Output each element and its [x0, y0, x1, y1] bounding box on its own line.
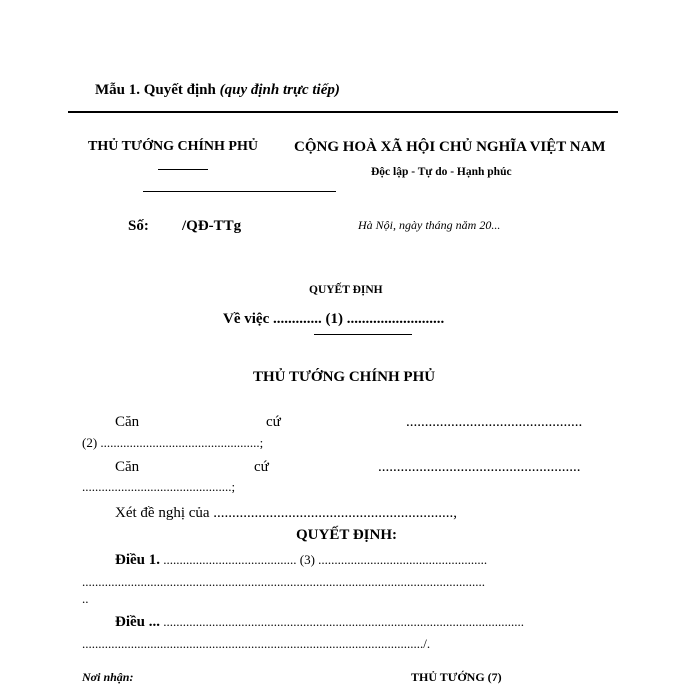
decision-title: QUYẾT ĐỊNH	[309, 284, 383, 296]
document-number-code: /QĐ-TTg	[182, 218, 242, 234]
top-divider	[68, 111, 618, 113]
form-label-type: (quy định trực tiếp)	[219, 82, 340, 98]
signer-title: THỦ TƯỚNG (7)	[411, 670, 502, 684]
basis-1-dots: ...............................................	[406, 414, 583, 430]
article-1-continuation: ............................................................................................................................	[82, 574, 485, 589]
place-and-date: Hà Nội, ngày tháng năm 20...	[358, 218, 501, 232]
decision-subject: Về việc ............. (1) ..........................	[223, 311, 445, 327]
article-n-label: Điều ...	[115, 614, 160, 630]
article-1-continuation-2: ..	[82, 591, 89, 606]
agency-underline	[158, 169, 208, 170]
basis-1-word-can: Căn	[115, 414, 140, 430]
document-number-label: Số:	[128, 218, 149, 234]
country-name: CỘNG HOÀ XÃ HỘI CHỦ NGHĨA VIỆT NAM	[294, 139, 606, 155]
basis-2-continuation: ..............................................;	[82, 479, 236, 494]
article-1-label: Điều 1.	[115, 552, 160, 568]
issuing-authority: THỦ TƯỚNG CHÍNH PHỦ	[253, 369, 436, 385]
proposal-line: Xét đề nghị của ................................................................,	[115, 505, 458, 521]
subject-underline	[314, 334, 412, 335]
article-1	[115, 552, 487, 569]
basis-2-dots: ......................................................	[378, 459, 581, 475]
national-motto: Độc lập - Tự do - Hạnh phúc	[371, 166, 512, 178]
agency-name: THỦ TƯỚNG CHÍNH PHỦ	[88, 139, 258, 154]
article-n	[115, 614, 524, 631]
form-label-name: Mẫu 1. Quyết định	[95, 82, 216, 98]
article-1-text: ......................................... (3) ....................................................	[160, 552, 488, 567]
decides-heading: QUYẾT ĐỊNH:	[296, 527, 397, 543]
basis-1-continuation: (2) .................................................;	[82, 435, 264, 450]
article-n-continuation: ........................................................................................................./.	[82, 636, 431, 651]
basis-1-word-cu: cứ	[266, 414, 281, 430]
form-label	[95, 82, 340, 99]
article-n-text: ...............................................................................................................	[160, 614, 524, 629]
recipients-label: Nơi nhận:	[82, 670, 134, 684]
basis-2-word-can: Căn	[115, 459, 140, 475]
basis-2-word-cu: cứ	[254, 459, 269, 475]
motto-underline	[143, 191, 336, 192]
